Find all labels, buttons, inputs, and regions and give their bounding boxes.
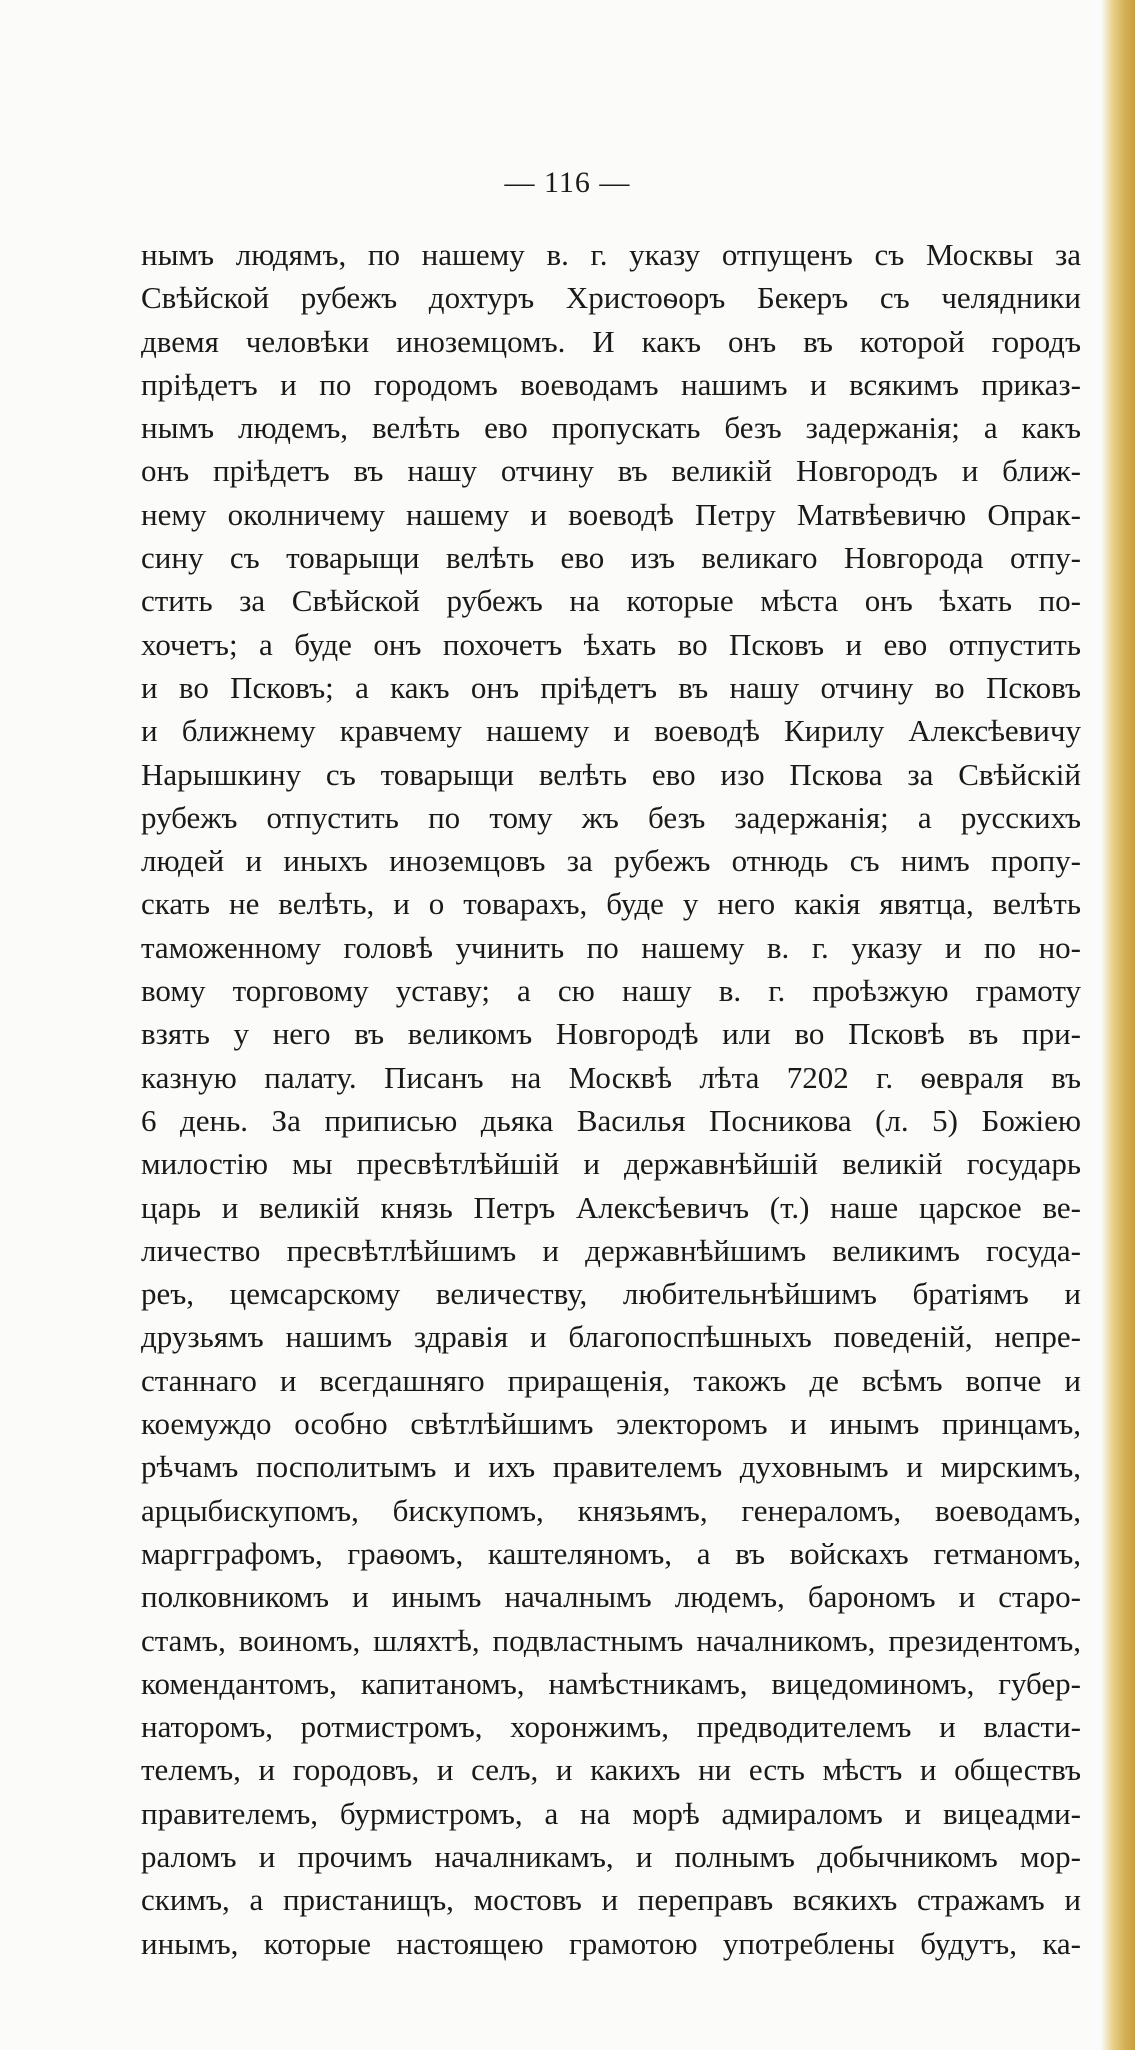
text-line: нему околничему нашему и воеводѣ Петру Матвѣевичю Опрак-	[141, 496, 1081, 532]
text-line: наторомъ, ротмистромъ, хоронжимъ, предводителемъ и власти-	[141, 1709, 1081, 1745]
text-line: рубежъ отпустить по тому жъ безъ задержанiя; а русскихъ	[141, 799, 1081, 835]
page-number: — 116 —	[504, 166, 631, 199]
text-line: нымъ людямъ, по нашему в. г. указу отпущенъ съ Москвы за	[141, 237, 1081, 272]
text-line: инымъ, которые настоящею грамотою употреблены будутъ, ка-	[141, 1925, 1081, 1961]
text-line: нымъ людемъ, велѣть ево пропускать безъ задержанiя; а какъ	[141, 410, 1081, 446]
text-line: стамъ, воиномъ, шляхтѣ, подвластнымъ началникомъ, президентомъ,	[141, 1622, 1081, 1658]
text-line: Нарышкину съ товарыщи велѣть ево изо Пскова за Свѣйскiй	[141, 756, 1081, 792]
text-line: 6 день. За приписью дьяка Василья Посникова (л. 5) Божiею	[141, 1102, 1081, 1138]
text-line: станнаго и всегдашняго приращенiя, такожъ де всѣмъ вопче и	[141, 1362, 1081, 1398]
text-line: Свѣйской рубежъ дохтуръ Христоѳоръ Бекеръ съ челядники	[141, 280, 1081, 316]
text-line: друзьямъ нашимъ здравiя и благопоспѣшныхъ поведенiй, непре-	[141, 1319, 1081, 1355]
text-line: людей и иныхъ иноземцовъ за рубежъ отнюдь съ нимъ пропу-	[141, 843, 1081, 879]
text-line: реъ, цемсарскому величеству, любительнѣйшимъ братiямъ и	[141, 1276, 1081, 1312]
text-line: хочетъ; а буде онъ похочетъ ѣхать во Псковъ и ево отпустить	[141, 626, 1081, 662]
text-line: личество пресвѣтлѣйшимъ и державнѣйшимъ великимъ госуда-	[141, 1232, 1081, 1268]
page-edge-shading	[1101, 0, 1135, 2050]
text-line: прiѣдетъ и по городомъ воеводамъ нашимъ и всякимъ приказ-	[141, 366, 1081, 402]
text-line: казную палату. Писанъ на Москвѣ лѣта 7202 г. ѳевраля въ	[141, 1059, 1081, 1095]
text-line: полковникомъ и инымъ началнымъ людемъ, барономъ и старо-	[141, 1579, 1081, 1615]
text-line: коемуждо особно свѣтлѣйшимъ электоромъ и инымъ принцамъ,	[141, 1406, 1081, 1442]
text-line: правителемъ, бурмистромъ, а на морѣ адмираломъ и вицеадми-	[141, 1795, 1081, 1831]
text-line: телемъ, и городовъ, и селъ, и какихъ ни есть мѣстъ и обществъ	[141, 1752, 1081, 1788]
text-line: царь и великiй князь Петръ Алексѣевичъ (т.) наше царское ве-	[141, 1189, 1081, 1225]
text-line: онъ прiѣдетъ въ нашу отчину въ великiй Новгородъ и ближ-	[141, 453, 1081, 489]
body-text	[141, 233, 1081, 1965]
text-line: и во Псковъ; а какъ онъ прiѣдетъ въ нашу отчину во Псковъ	[141, 669, 1081, 705]
text-line: и ближнему кравчему нашему и воеводѣ Кирилу Алексѣевичу	[141, 713, 1081, 749]
text-line: скать не велѣть, и о товарахъ, буде у него какiя явятца, велѣть	[141, 886, 1081, 922]
text-line: рѣчамъ посполитымъ и ихъ правителемъ духовнымъ и мирскимъ,	[141, 1449, 1081, 1485]
text-line: милостiю мы пресвѣтлѣйшiй и державнѣйшiй великiй государь	[141, 1146, 1081, 1182]
text-line: комендантомъ, капитаномъ, намѣстникамъ, вицедоминомъ, губер-	[141, 1665, 1081, 1701]
text-line: маргграфомъ, граѳомъ, каштеляномъ, а въ войскахъ гетманомъ,	[141, 1535, 1081, 1571]
text-line: двемя человѣки иноземцомъ. И какъ онъ въ которой городъ	[141, 323, 1081, 359]
text-line: сину съ товарыщи велѣть ево изъ великаго Новгорода отпу-	[141, 540, 1081, 576]
text-line: таможенному головѣ учинить по нашему в. г. указу и по но-	[141, 929, 1081, 965]
text-line: раломъ и прочимъ началникамъ, и полнымъ добычникомъ мор-	[141, 1838, 1081, 1874]
text-line: арцыбискупомъ, бискупомъ, князьямъ, генераломъ, воеводамъ,	[141, 1492, 1081, 1528]
text-line: скимъ, а пристанищъ, мостовъ и переправъ всякихъ стражамъ и	[141, 1882, 1081, 1918]
text-line: взять у него въ великомъ Новгородѣ или во Псковѣ въ при-	[141, 1016, 1081, 1052]
text-line: вому торговому уставу; а сю нашу в. г. проѣзжую грамоту	[141, 973, 1081, 1009]
text-line: стить за Свѣйской рубежъ на которые мѣста онъ ѣхать по-	[141, 583, 1081, 619]
